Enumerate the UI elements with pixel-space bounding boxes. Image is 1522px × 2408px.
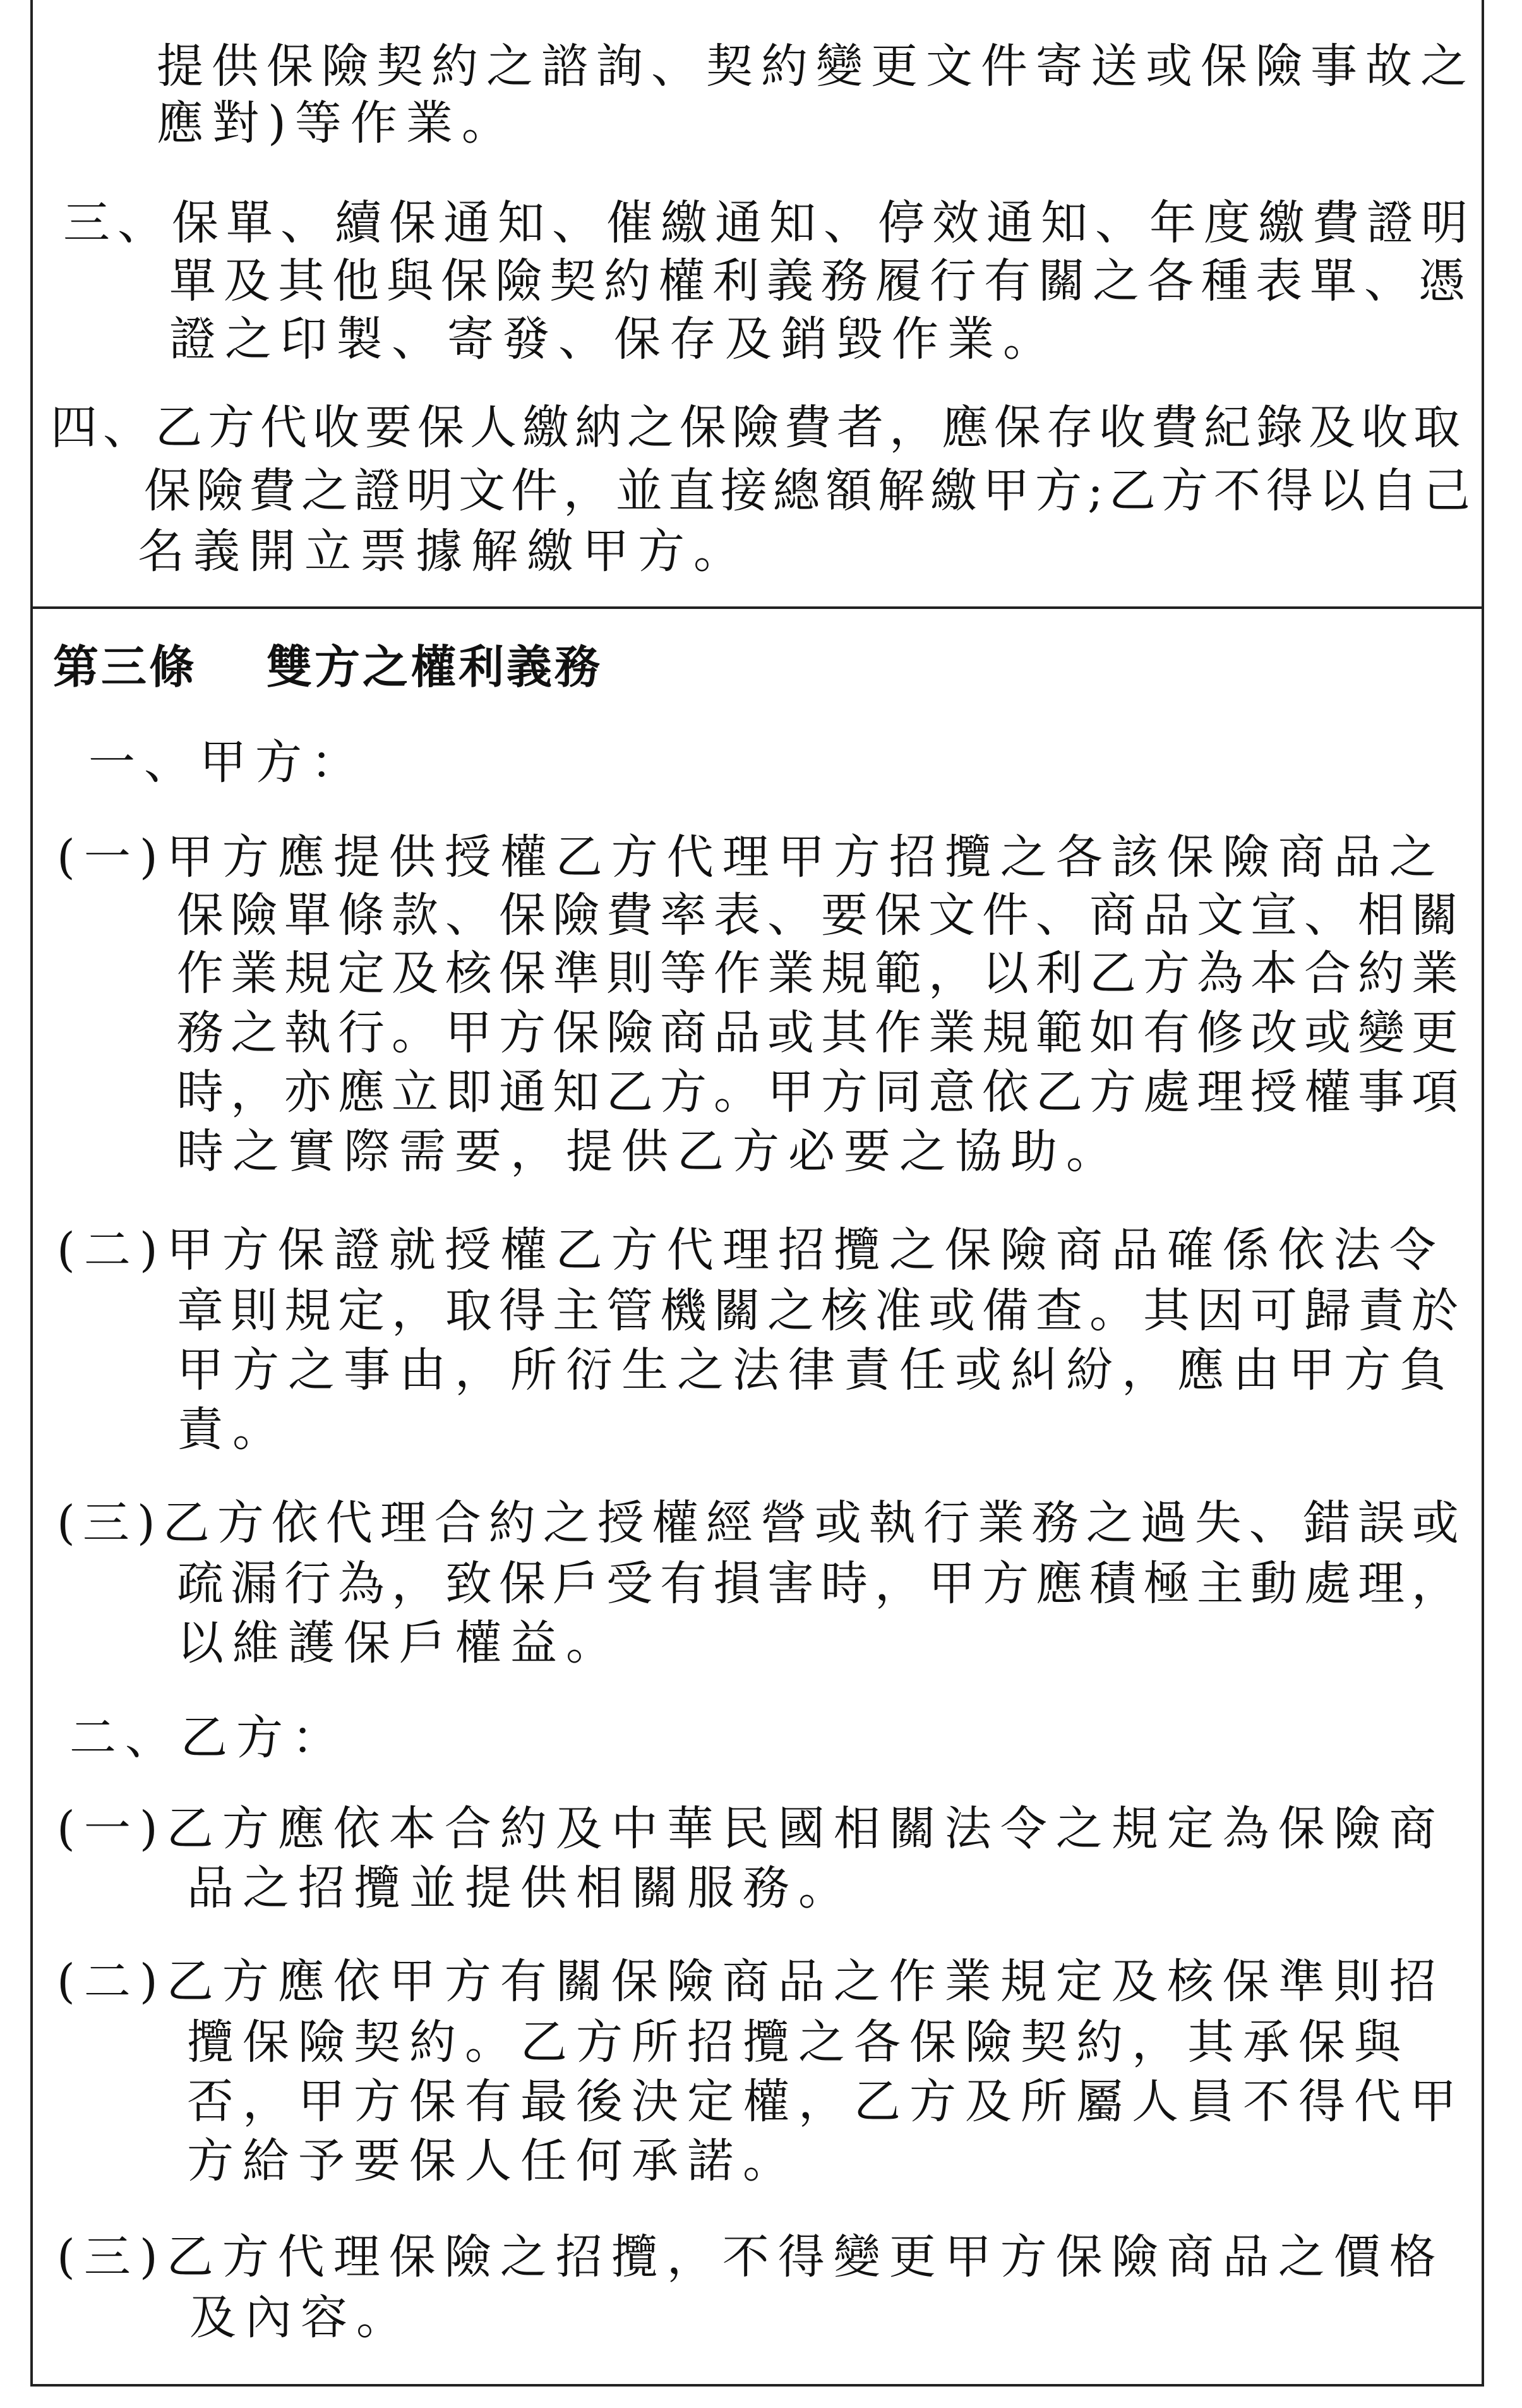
party-a-clause2-line-1: (二)甲方保證就授權乙方代理招攬之保險商品確係依法令: [57, 1223, 1445, 1277]
party-a-label: 一、甲方：: [88, 735, 366, 790]
item4-line-2: 保險費之證明文件，並直接總額解繳甲方;乙方不得以自己: [144, 464, 1476, 518]
article-heading: [53, 640, 603, 694]
party-a-clause3-line-3: 以維護保戶權益。: [177, 1616, 621, 1670]
party-a-clause2-line-3: 甲方之事由，所衍生之法律責任或糾紛，應由甲方負: [177, 1343, 1455, 1397]
party-a-clause1-line-6: 時之實際需要，提供乙方必要之協助。: [177, 1124, 1122, 1179]
party-b-clause2-line-3: 否，甲方保有最後決定權，乙方及所屬人員不得代甲: [187, 2074, 1465, 2129]
party-b-clause1-line-1: (一)乙方應依本合約及中華民國相關法令之規定為保險商: [57, 1802, 1445, 1856]
party-b-label: 二、乙方：: [69, 1711, 347, 1765]
article-number: 第三條: [53, 640, 198, 694]
party-a-clause2-line-4: 責。: [177, 1402, 288, 1457]
item3-line-2: 單及其他與保險契約權利義務履行有關之各種表單、憑: [169, 254, 1473, 308]
intro-line-1: 提供保險契約之諮詢、契約變更文件寄送或保險事故之: [157, 39, 1475, 93]
item3-line-1: 三、保單、續保通知、催繳通知、停效通知、年度繳費證明: [63, 196, 1475, 250]
party-b-clause2-line-2: 攬保險契約。乙方所招攬之各保險契約，其承保與: [187, 2015, 1410, 2069]
party-a-clause3-line-2: 疏漏行為，致保戶受有損害時，甲方應積極主動處理，: [177, 1556, 1465, 1611]
party-b-clause1-line-2: 品之招攬並提供相關服務。: [187, 1861, 854, 1915]
party-b-clause2-line-1: (二)乙方應依甲方有關保險商品之作業規定及核保準則招: [57, 1954, 1445, 2009]
party-b-clause3-line-1: (三)乙方代理保險之招攬，不得變更甲方保險商品之價格: [57, 2230, 1445, 2284]
article-title: 雙方之權利義務: [267, 640, 603, 694]
section-divider: [33, 606, 1482, 609]
party-b-clause3-line-2: 及內容。: [189, 2291, 412, 2345]
party-b-clause2-line-4: 方給予要保人任何承諾。: [187, 2134, 798, 2188]
party-a-clause1-line-3: 作業規定及核保準則等作業規範，以利乙方為本合約業: [177, 946, 1465, 1001]
intro-line-2: 應對)等作業。: [157, 96, 517, 150]
item3-line-3: 證之印製、寄發、保存及銷毀作業。: [169, 312, 1058, 366]
party-a-clause2-line-2: 章則規定，取得主管機關之核准或備查。其因可歸責於: [177, 1284, 1465, 1338]
party-a-clause3-line-1: (三)乙方依代理合約之授權經營或執行業務之過失、錯誤或: [57, 1496, 1466, 1550]
item4-line-3: 名義開立票據解繳甲方。: [138, 524, 749, 579]
party-a-clause1-line-4: 務之執行。甲方保險商品或其作業規範如有修改或變更: [177, 1006, 1465, 1060]
item4-line-1: 四、乙方代收要保人繳納之保險費者，應保存收費紀錄及收取: [51, 400, 1466, 455]
party-a-clause1-line-5: 時，亦應立即通知乙方。甲方同意依乙方處理授權事項: [177, 1065, 1465, 1119]
party-a-clause1-line-2: 保險單條款、保險費率表、要保文件、商品文宣、相關: [177, 888, 1465, 942]
party-a-clause1-line-1: (一)甲方應提供授權乙方代理甲方招攬之各該保險商品之: [57, 830, 1445, 884]
